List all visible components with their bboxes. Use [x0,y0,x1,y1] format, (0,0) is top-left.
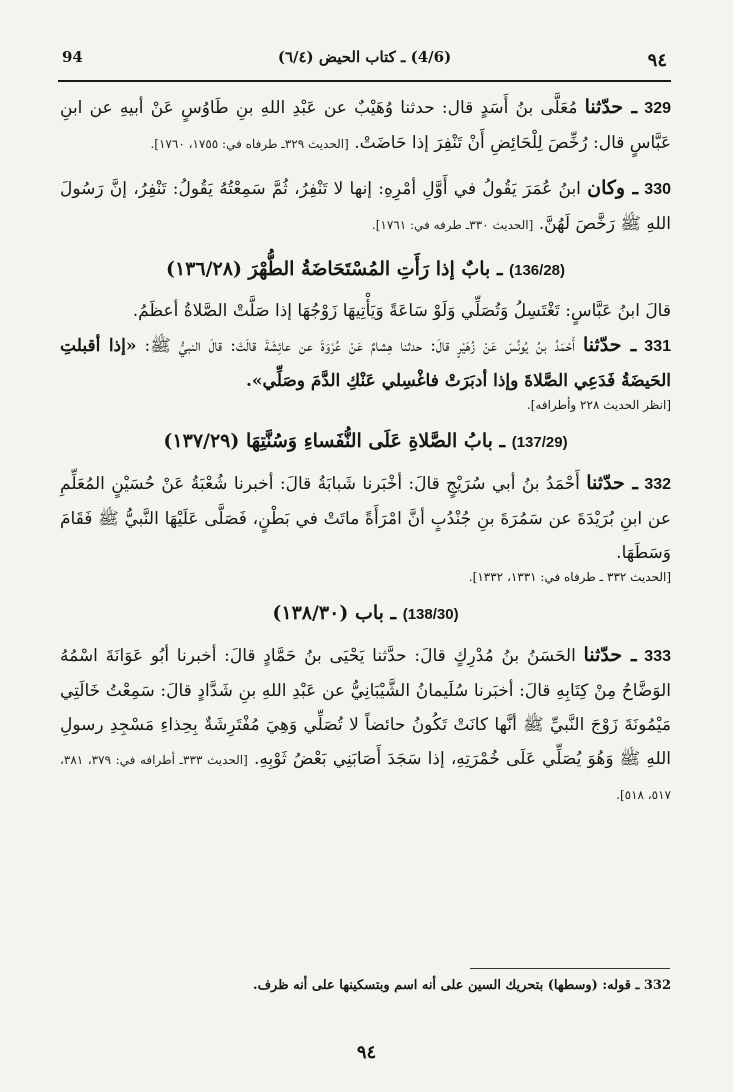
page-number-arabic: ٩٤ [647,50,667,71]
hadith-reference: [الحديث ٣٢٩ـ طرفاه في: ١٧٥٥، ١٧٦٠]. [150,137,349,151]
hadith-332 [60,466,671,570]
hadith-number: 332 [644,476,672,493]
chapter-title: ـ بابٌ إذا رَأَتِ المُسْتَحَاضَةُ الطُّهْرَ (١٣٦/٢٨) [165,258,510,280]
hadith-number: 329 [644,100,671,117]
hadith-text: الحَسَنُ بنُ مُدْرِكٍ قالَ: حدَّثنا يَحْيَى بنُ حَمَّادٍ قالَ: أخبرنا أبُو عَوَانَةَ اسْمُهُ الوَضَّاحُ مِنْ كِتَابِهِ قالَ: أخبَرنا سُلَيمانُ الشَّيْبَانِيُّ عن عَبْدِ اللهِ بنِ شَدَّادٍ قالَ: سَمِعْتُ خَالَتِي مَيْمُونَةَ زَوْجَ النَّبيِّ ﷺ أنَّها كانَتْ تَكُونُ حائضاً لا تُصَلِّي وَهِيَ مُفْتَرِشَةٌ بِحِذاءِ مَسْجِدِ رسولِ اللهِ ﷺ وَهُوَ يُصَلِّي عَلَى خُمْرَتِهِ، إذا سَجَدَ أَصَابَنِي بَعْضُ ثَوْبِهِ. [60,646,672,769]
chapter-number: (137/29) [511,434,568,451]
hadith-number: 330 [644,181,671,198]
chapter-title: ـ باب (١٣٨/٣٠) [272,602,403,624]
footnote: 332 ـ قوله: (وسطها) بتحريك السين على أنه اسم وبتسكينها على أنه ظرف. [253,978,671,993]
hadith-331-preface: قالَ ابنُ عَبَّاسٍ: تَغْتَسِلُ وَتُصَلِّي وَلَوْ سَاعَةً وَيَأْتِيهَا زَوْجُهَا إذا صَلَّتْ الصَّلاةُ أعظَمُ. [132,301,671,321]
hadith-reference: [الحديث ٣٣٠ـ طرفه في: ١٧٦١]. [371,218,534,232]
hadith-reference: [الحديث ٣٣٣ـ أطرافه في: ٣٧٩، ٣٨١، ٥١٧، ٥١٨]. [60,753,671,802]
page-footer-number: ٩٤ [356,1042,377,1063]
hadith-333 [60,638,671,812]
hadith-329 [60,90,671,161]
page-header [58,40,671,82]
haddathana-word: ـ حدّثنا [583,644,637,666]
chapter-heading-30 [60,596,671,632]
hadith-reference: [انظر الحديث ٢٢٨ وأطرافه]. [526,398,671,412]
haddathana-word: ـ حدّثنا [582,334,637,356]
chapter-number: (138/30) [402,606,459,623]
hadith-intro-word: ـ وكان [587,177,639,199]
hadith-text: أَحْمَدُ بنُ أبي سُرَيْجٍ قالَ: أخْبَرنا شَبابَةُ قالَ: أخبرنا شُعْبَةُ عَنْ حُسَيْنٍ المُعَلِّمِ عن ابنِ بُرَيْدَةَ عن سَمُرَةَ بنِ جُنْدُبٍ أنَّ امْرَأَةً ماتَتْ في بَطْنٍ، فَصَلَّى عَلَيْهَا النَّبيُّ ﷺ فَقَامَ وَسَطَهَا. [60,474,671,563]
running-title: (4/6) ـ كتاب الحيض (٦/٤) [277,48,452,66]
hadith-text: أَحْمَدُ بنُ يُونُسَ عَنْ زُهَيْرٍ قالَ: حدثنا هِشامٌ عَنْ عُرْوَةَ عن عائِشَةَ قالَتْ: قالَ النبيُّ ﷺ: [136,336,583,356]
chapter-heading-28 [60,252,671,288]
page-number-latin: 94 [62,48,83,66]
chapter-number: (136/28) [509,262,566,279]
hadith-331 [60,328,671,398]
hadith-330 [60,171,671,242]
footnote-divider [470,968,670,969]
haddathana-word: ـ حدّثنا [584,96,638,118]
chapter-heading-29 [60,424,671,460]
chapter-title: ـ بابُ الصَّلاةِ عَلَى النُّفَساءِ وَسُنَّتِهَا (١٣٧/٢٩) [163,430,512,452]
main-text [60,90,671,822]
hadith-reference: [الحديث ٣٣٢ ـ طرفاه في: ١٣٣١، ١٣٣٢]. [468,570,671,584]
hadith-number: 333 [644,648,671,665]
hadith-number: 331 [644,338,671,355]
hadith-text: مُعَلَّى بنُ أَسَدٍ قال: حدثنا وُهَيْبٌ عن عَبْدِ اللهِ بنِ طَاوُسٍ عَنْ أبيهِ عن ابنِ عَبَّاسٍ قال: رُخِّصَ لِلْحَائِضِ أَنْ تَنْفِرَ إذا حَاضَتْ. [60,98,671,153]
haddathana-word: ـ حدّثنا [586,472,638,494]
hadith-text: ابنُ عُمَرَ يَقُولُ في أَوَّلِ أمْرِهِ: إنها لا تَنْفِرُ، ثُمَّ سَمِعْتُهُ يَقُولُ: تَنْفِرُ، إنَّ رَسُولَ اللهِ ﷺ رَخَّصَ لَهُنَّ. [60,179,671,234]
prophet-quote: «إذا أقبلتِ الحَيضَةُ فَدَعِي الصَّلاةَ وإذا أدبَرَتْ فاغْسِلي عَنْكِ الدَّمَ وصَلِّي». [60,336,671,391]
